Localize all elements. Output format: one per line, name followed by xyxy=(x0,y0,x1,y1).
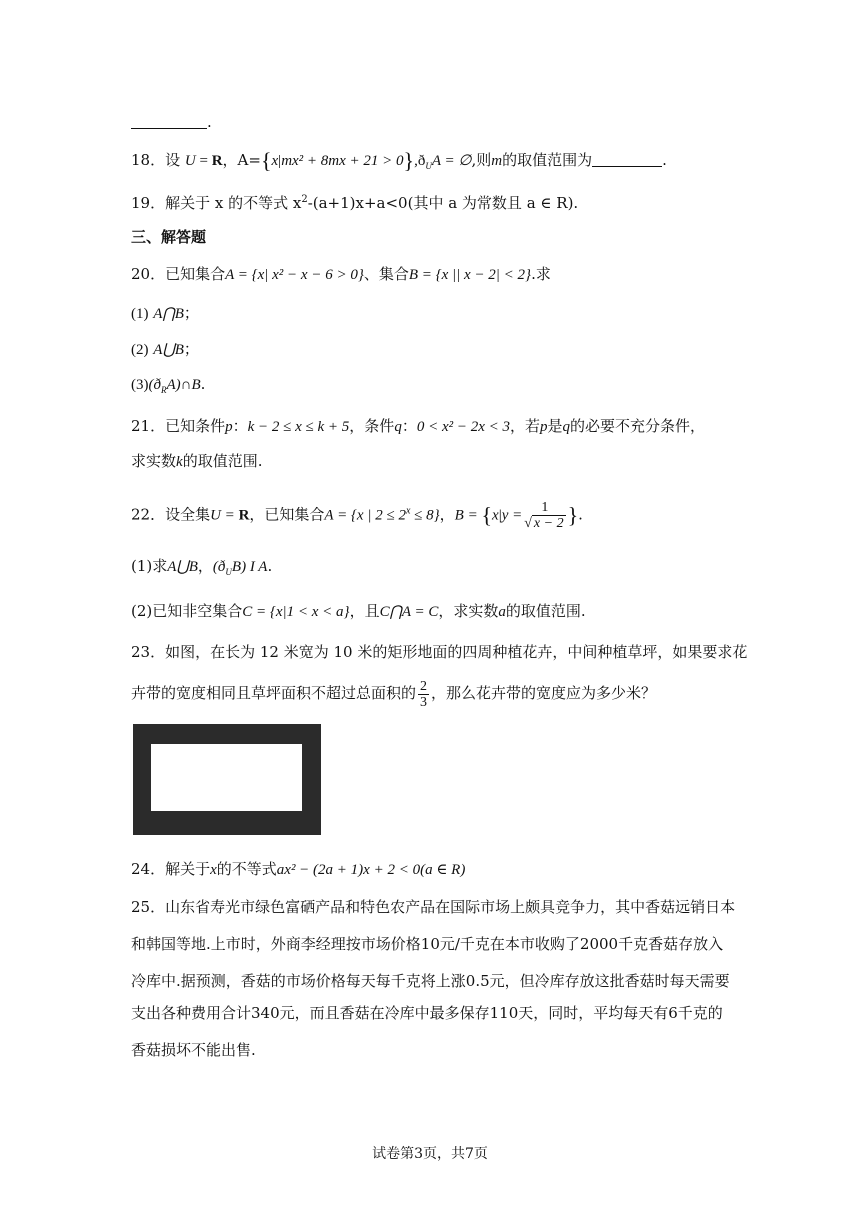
question-20-part-2: (2) A⋃B； xyxy=(131,340,199,358)
question-20-part-1: (1) A⋂B； xyxy=(131,304,199,322)
question-18: 18．设 U = R，$A=\{x|mx^2 + 8mx + 21 > 0\},ð_UA$ = ∅,则m的取值范围为 . xyxy=(131,148,667,173)
question-23-line-2: 卉带的宽度相同且草坪面积不超过总面积的 $\frac{2}{3}$ ，那么花卉带的宽度应为多少米？ xyxy=(131,678,657,710)
lawn-area xyxy=(151,744,302,811)
answer-blank xyxy=(131,114,207,129)
question-19: 19．解关于 x 的不等式 $x^2-(a+1)x+a<0$(其中 a 为常数且 a ∈ R). xyxy=(131,194,579,212)
set-a: A = {x| x² − x − 6 > 0} xyxy=(225,267,364,283)
q18-inequality: mx² + 8mx + 21 > 0 xyxy=(281,153,404,169)
answer-blank xyxy=(592,152,662,167)
fraction: $\frac{2}{3}$ xyxy=(420,678,428,710)
question-20-part-3: $(3)(ð_RA)\cap B$. xyxy=(131,375,206,395)
fraction: $\frac{1}{√ x - 2}$ xyxy=(524,500,564,531)
question-23: 23．如图，在长为 12 米宽为 10 米的矩形地面的四周种植花卉，中间种植草坪，如果要求花 xyxy=(131,643,748,661)
question-25-line-2: 和韩国等地.上市时，外商李经理按市场价格10元/千克在本市收购了2000千克香菇存放入 xyxy=(131,935,724,953)
section-heading: 三、解答题 xyxy=(131,228,207,246)
question-24: 24．解关于x的不等式ax² − (2a + 1)x + 2 < 0(a ∈ R) xyxy=(131,860,466,878)
question-21: 21．已知条件p：k − 2 ≤ x ≤ k + 5，条件q：0 < x² − 2x < 3，若p是q的必要不充分条件， xyxy=(131,417,706,435)
question-21-line-2: 求实数k的取值范围. xyxy=(131,452,263,470)
question-25-line-3: 冷库中.据预测，香菇的市场价格每天每千克将上涨0.5元，但冷库存放这批香菇时每天需要 xyxy=(131,972,730,990)
question-22-part-1: (1)求A⋃B，$(ð_UB)$ I A. xyxy=(131,557,273,577)
question-25-line-5: 香菇损坏不能出售. xyxy=(131,1041,256,1059)
question-25-line-1: 25．山东省寿光市绿色富硒产品和特色农产品在国际市场上颇具竞争力，其中香菇远销日本 xyxy=(131,898,736,916)
answer-blank-line: . xyxy=(131,112,212,132)
question-22: 22．设全集U = R，已知集合A = {x | $2 \le 2^x \le 8$}，B = {x|y = $\frac{1}{√ x - 2}$ }. xyxy=(131,500,583,531)
page-footer: 试卷第3页，共7页 xyxy=(372,1146,488,1162)
flower-bed-diagram xyxy=(133,724,321,835)
set-b: B = {x || x − 2| < 2} xyxy=(408,267,532,283)
question-20: 20．已知集合A = {x| x² − x − 6 > 0}、集合B = {x || x − 2| < 2}.求 xyxy=(131,265,551,283)
question-22-part-2: (2)已知非空集合C = {x|1 < x < a}，且C⋂A = C，求实数a的取值范围. xyxy=(131,602,586,620)
question-25-line-4: 支出各种费用合计340元，而且香菇在冷库中最多保存110天，同时，平均每天有6千克的 xyxy=(131,1004,723,1022)
